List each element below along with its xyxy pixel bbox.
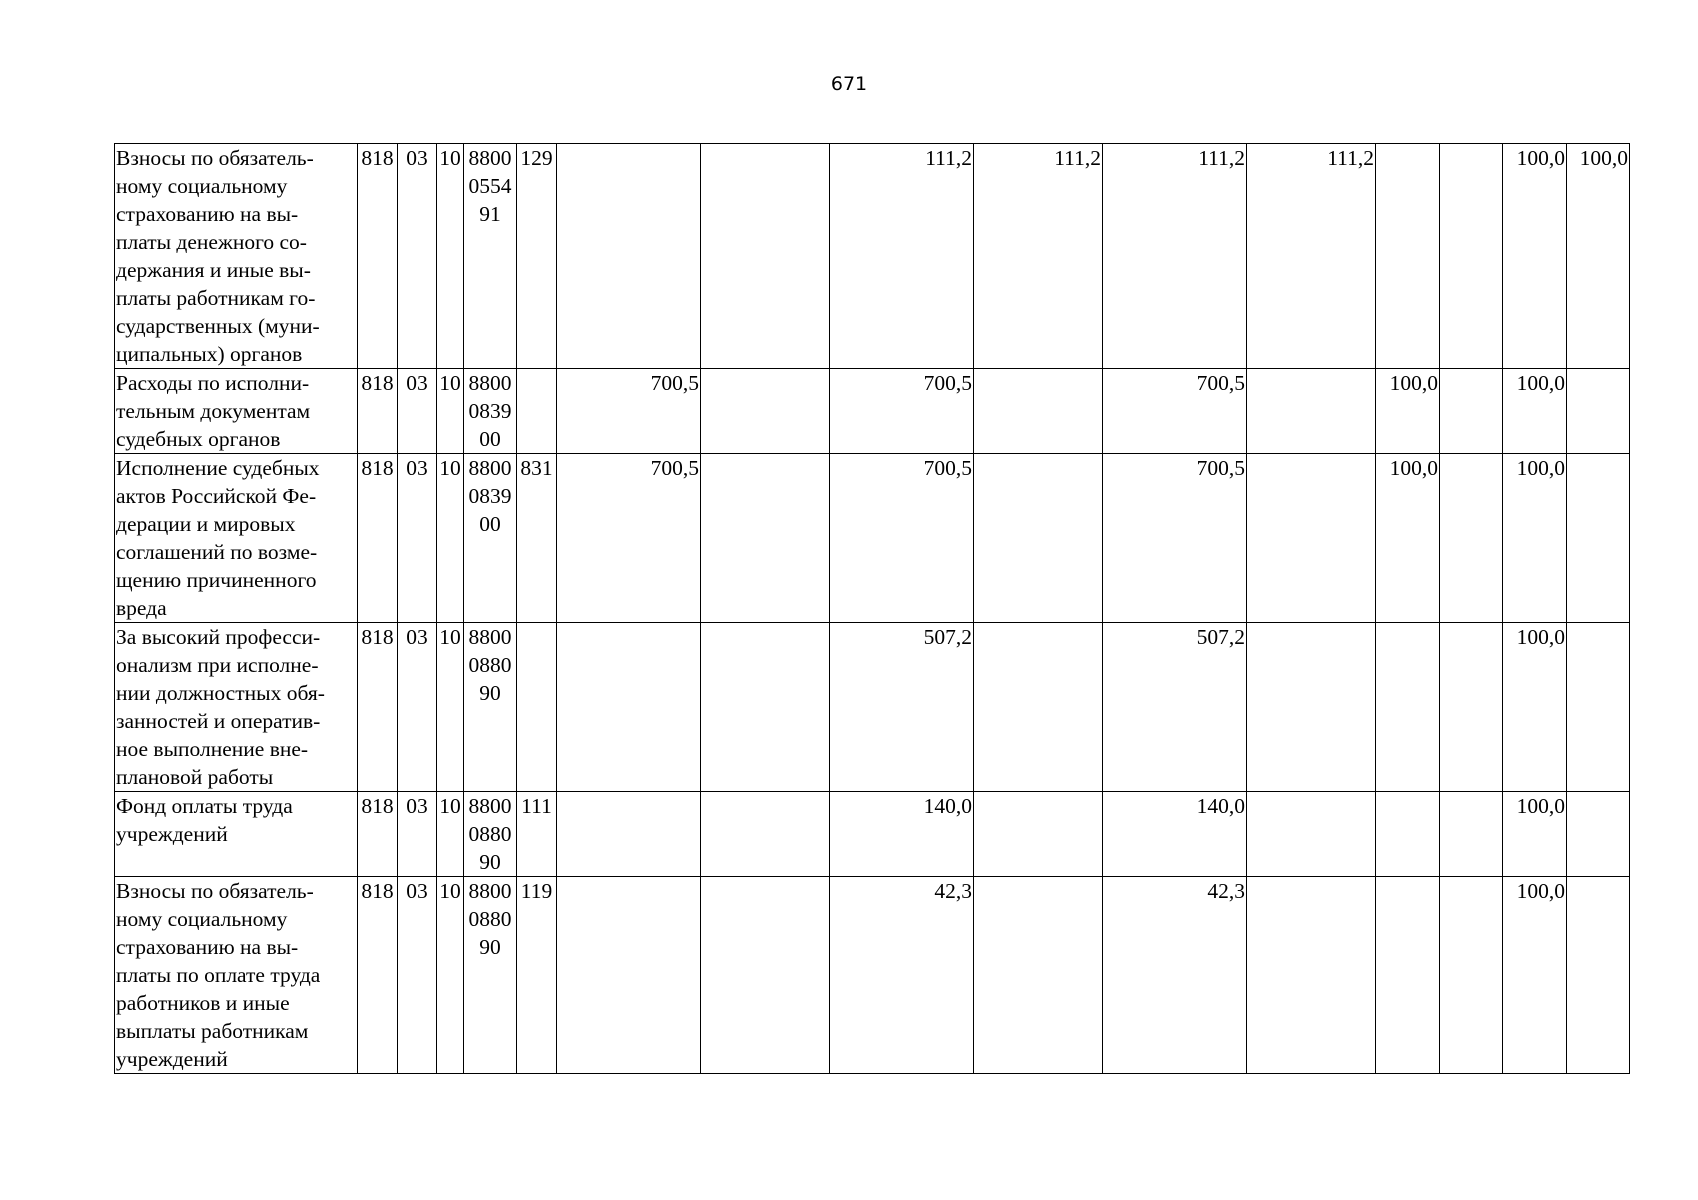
subsection-code-cell: 10 (437, 454, 464, 623)
value-cell-9: 100,0 (1503, 792, 1567, 877)
subsection-code-cell: 10 (437, 369, 464, 454)
row-name-cell: Взносы по обязатель- ному социальному страхованию на вы- платы денежного со- держания и иные вы- платы работникам го- сударственных (муни- ципальных) органов (115, 144, 358, 369)
subsection-code-cell: 10 (437, 144, 464, 369)
expense-type-cell (517, 623, 557, 792)
value-cell-5: 507,2 (1103, 623, 1247, 792)
row-name-cell: За высокий професси- онализм при исполне- нии должностных обя- занностей и оператив- ное выполнение вне- плановой работы (115, 623, 358, 792)
expense-type-cell: 119 (517, 877, 557, 1074)
value-cell-5: 700,5 (1103, 369, 1247, 454)
section-code-cell: 03 (398, 144, 437, 369)
value-cell-1 (557, 792, 701, 877)
value-cell-5: 700,5 (1103, 454, 1247, 623)
section-code-cell: 03 (398, 792, 437, 877)
target-code-cell: 8800 0839 00 (464, 369, 517, 454)
value-cell-8 (1440, 792, 1503, 877)
subsection-code-cell: 10 (437, 877, 464, 1074)
value-cell-1: 700,5 (557, 454, 701, 623)
value-cell-10 (1567, 369, 1630, 454)
value-cell-3: 140,0 (830, 792, 974, 877)
value-cell-4 (974, 792, 1103, 877)
value-cell-2 (701, 792, 830, 877)
ministry-code-cell: 818 (358, 792, 398, 877)
value-cell-6 (1247, 454, 1376, 623)
value-cell-10: 100,0 (1567, 144, 1630, 369)
row-name-cell: Исполнение судебных актов Российской Фе- дерации и мировых соглашений по возме- щению причиненного вреда (115, 454, 358, 623)
row-name-cell: Расходы по исполни- тельным документам судебных органов (115, 369, 358, 454)
value-cell-9: 100,0 (1503, 454, 1567, 623)
target-code-cell: 8800 0880 90 (464, 792, 517, 877)
value-cell-7: 100,0 (1376, 369, 1440, 454)
value-cell-6 (1247, 877, 1376, 1074)
value-cell-8 (1440, 454, 1503, 623)
value-cell-7 (1376, 877, 1440, 1074)
value-cell-1 (557, 877, 701, 1074)
table-row (115, 369, 1630, 454)
value-cell-8 (1440, 369, 1503, 454)
target-code-cell: 8800 0554 91 (464, 144, 517, 369)
value-cell-9: 100,0 (1503, 877, 1567, 1074)
ministry-code-cell: 818 (358, 144, 398, 369)
value-cell-4 (974, 877, 1103, 1074)
table-row (115, 144, 1630, 369)
value-cell-3: 700,5 (830, 369, 974, 454)
value-cell-10 (1567, 792, 1630, 877)
table-row (115, 877, 1630, 1074)
table-row (115, 454, 1630, 623)
value-cell-8 (1440, 144, 1503, 369)
value-cell-4 (974, 369, 1103, 454)
ministry-code-cell: 818 (358, 369, 398, 454)
target-code-cell: 8800 0839 00 (464, 454, 517, 623)
value-cell-3: 42,3 (830, 877, 974, 1074)
subsection-code-cell: 10 (437, 623, 464, 792)
value-cell-9: 100,0 (1503, 369, 1567, 454)
value-cell-10 (1567, 454, 1630, 623)
value-cell-9: 100,0 (1503, 144, 1567, 369)
table-row (115, 792, 1630, 877)
value-cell-2 (701, 144, 830, 369)
value-cell-6: 111,2 (1247, 144, 1376, 369)
value-cell-7 (1376, 623, 1440, 792)
value-cell-6 (1247, 792, 1376, 877)
ministry-code-cell: 818 (358, 623, 398, 792)
ministry-code-cell: 818 (358, 454, 398, 623)
value-cell-1: 700,5 (557, 369, 701, 454)
value-cell-4: 111,2 (974, 144, 1103, 369)
section-code-cell: 03 (398, 454, 437, 623)
value-cell-2 (701, 454, 830, 623)
expense-type-cell: 129 (517, 144, 557, 369)
value-cell-3: 111,2 (830, 144, 974, 369)
value-cell-7: 100,0 (1376, 454, 1440, 623)
row-name-cell: Фонд оплаты труда учреждений (115, 792, 358, 877)
table-row (115, 623, 1630, 792)
value-cell-7 (1376, 792, 1440, 877)
value-cell-2 (701, 623, 830, 792)
budget-table (114, 143, 1630, 1074)
value-cell-9: 100,0 (1503, 623, 1567, 792)
value-cell-6 (1247, 623, 1376, 792)
value-cell-4 (974, 623, 1103, 792)
value-cell-10 (1567, 623, 1630, 792)
expense-type-cell: 831 (517, 454, 557, 623)
value-cell-1 (557, 623, 701, 792)
value-cell-7 (1376, 144, 1440, 369)
value-cell-8 (1440, 877, 1503, 1074)
value-cell-5: 140,0 (1103, 792, 1247, 877)
value-cell-5: 42,3 (1103, 877, 1247, 1074)
subsection-code-cell: 10 (437, 792, 464, 877)
value-cell-5: 111,2 (1103, 144, 1247, 369)
row-name-cell: Взносы по обязатель- ному социальному страхованию на вы- платы по оплате труда работников и иные выплаты работникам учреждений (115, 877, 358, 1074)
target-code-cell: 8800 0880 90 (464, 877, 517, 1074)
value-cell-10 (1567, 877, 1630, 1074)
target-code-cell: 8800 0880 90 (464, 623, 517, 792)
value-cell-2 (701, 369, 830, 454)
value-cell-2 (701, 877, 830, 1074)
value-cell-3: 700,5 (830, 454, 974, 623)
ministry-code-cell: 818 (358, 877, 398, 1074)
section-code-cell: 03 (398, 623, 437, 792)
section-code-cell: 03 (398, 877, 437, 1074)
value-cell-3: 507,2 (830, 623, 974, 792)
value-cell-8 (1440, 623, 1503, 792)
section-code-cell: 03 (398, 369, 437, 454)
value-cell-4 (974, 454, 1103, 623)
value-cell-6 (1247, 369, 1376, 454)
page-number: 671 (830, 73, 868, 95)
value-cell-1 (557, 144, 701, 369)
expense-type-cell: 111 (517, 792, 557, 877)
expense-type-cell (517, 369, 557, 454)
